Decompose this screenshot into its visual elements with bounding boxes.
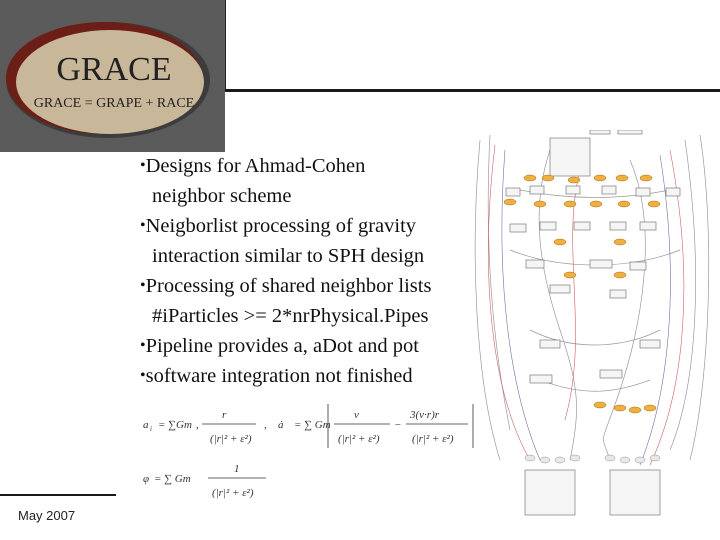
header-horizontal-rule <box>225 89 720 92</box>
footer-rule <box>0 494 116 496</box>
svg-text:ȧ: ȧ <box>278 419 284 431</box>
svg-text:1: 1 <box>234 463 240 475</box>
svg-text:i: i <box>150 425 152 433</box>
bullet-item-continuation: neighbor scheme <box>152 185 292 207</box>
bullet-item: • Designs for Ahmad-Cohen <box>140 152 480 182</box>
svg-text:−: − <box>394 419 402 431</box>
grace-logo <box>0 0 225 152</box>
svg-text:(|r|² + ε²): (|r|² + ε²) <box>338 433 380 445</box>
svg-text:3(v·r)r: 3(v·r)r <box>410 409 440 421</box>
svg-text:(|r|² + ε²): (|r|² + ε²) <box>210 433 252 445</box>
svg-text:v: v <box>354 409 359 421</box>
svg-text:(|r|² + ε²): (|r|² + ε²) <box>412 433 454 445</box>
svg-text:r: r <box>222 409 227 421</box>
svg-text:a: a <box>143 419 149 431</box>
logo-title: GRACE <box>56 51 172 88</box>
bullet-list <box>140 152 480 392</box>
svg-text:= ∑: = ∑ <box>158 419 177 431</box>
svg-text:Gm: Gm <box>176 419 192 431</box>
bullet-item-continuation: interaction similar to SPH design <box>152 245 425 267</box>
logo-panel <box>0 0 225 152</box>
svg-text:φ: φ <box>143 473 150 485</box>
footer-date: May 2007 <box>18 508 76 523</box>
svg-text:,: , <box>264 419 267 431</box>
svg-text:= ∑ Gm: = ∑ Gm <box>154 473 191 485</box>
svg-text:,: , <box>196 419 199 431</box>
equations-image <box>138 392 488 510</box>
bullet-item: • Processing of shared neighbor lists <box>140 272 480 302</box>
header-vertical-rule <box>225 0 226 90</box>
bullet-item: • Pipeline provides a, aDot and pot <box>140 332 480 362</box>
bullet-item: • software integration not finished <box>140 362 480 392</box>
bullet-item: • Neigborlist processing of gravity <box>140 212 480 242</box>
logo-subtitle: GRACE = GRAPE + RACE <box>33 96 195 111</box>
svg-text:(|r|² + ε²): (|r|² + ε²) <box>212 487 254 499</box>
pipeline-diagram-image <box>470 130 715 525</box>
svg-text:= ∑ Gm: = ∑ Gm <box>294 419 331 431</box>
bullet-item-continuation: #iParticles >= 2*nrPhysical.Pipes <box>152 305 429 327</box>
